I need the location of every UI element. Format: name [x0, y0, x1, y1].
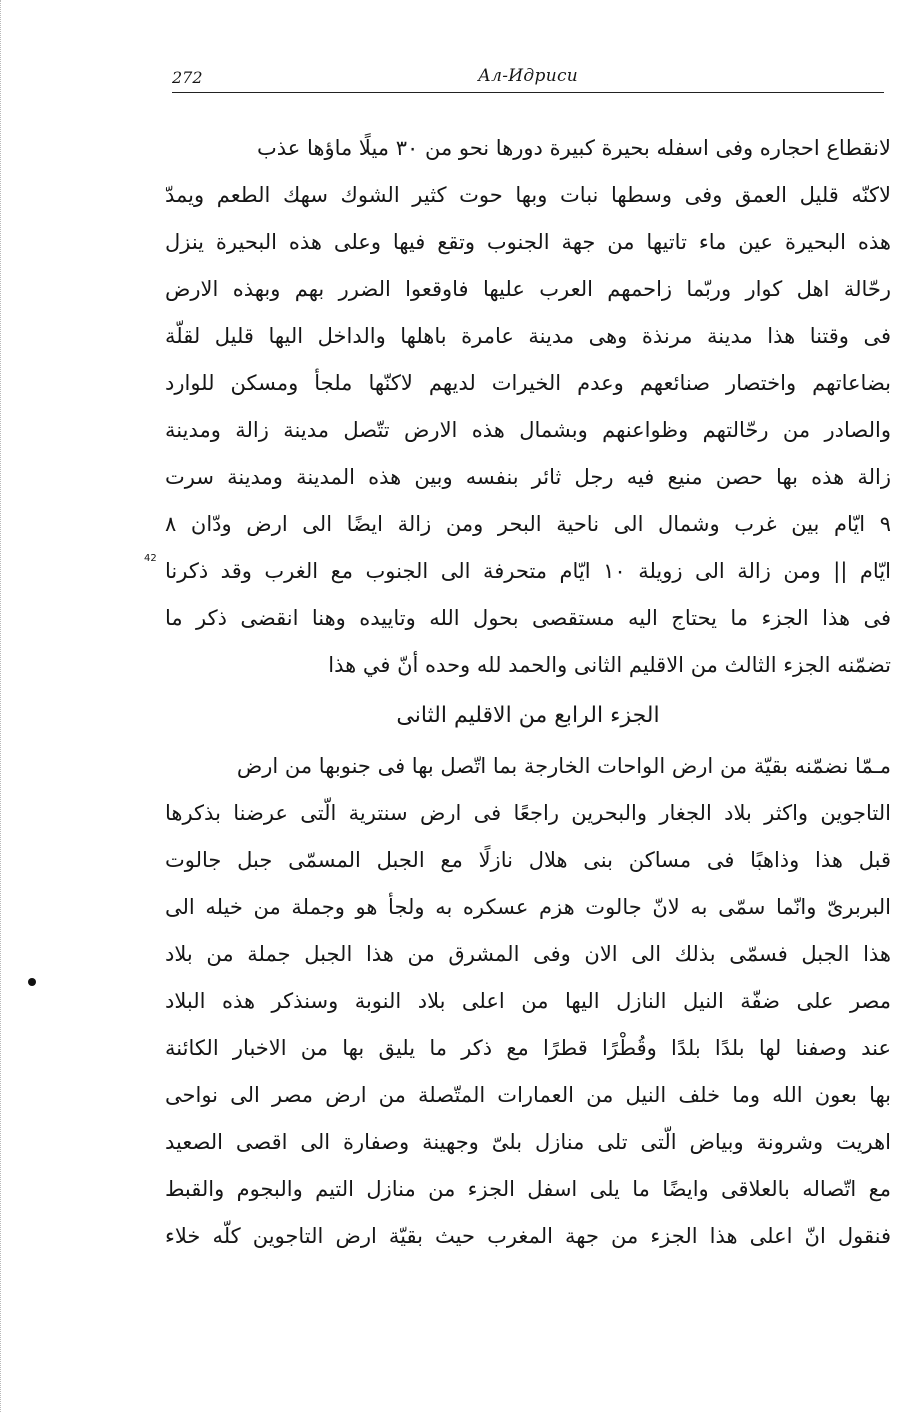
- text-line: مصر على ضفّة النيل النازل اليها من اعلى بلاد النوبة وسنذكر هذه البلاد: [165, 989, 891, 1013]
- text-line: بضاعاتهم واختصار صنائعهم وعدم الخيرات لديهم لاكنّها ملجأ ومسكن للوارد: [165, 371, 891, 395]
- text-line: مع اتّصاله بالعلاقى وايضًا ما يلى اسفل الجزء من منازل التيم والبجوم والقبط: [165, 1177, 891, 1201]
- text-line: لاكنّه قليل العمق وفى وسطها نبات وبها حوت كثير الشوك سهك الطعم ويمدّ: [165, 183, 891, 207]
- text-line: عند وصفنا لها بلدًا بلدًا وقُطْرًا قطرًا مع ذكر ما يليق بها من الاخبار الكائنة: [165, 1036, 891, 1060]
- text-line: رحّالة اهل كوار وربّما زاحمهم العرب عليها فاوقعوا الضرر بهم وبهذه الارض: [165, 277, 891, 301]
- margin-dot: [28, 978, 36, 986]
- margin-note: 42: [144, 553, 157, 564]
- text-line: فى هذا الجزء ما يحتاج اليه مستقصى بحول الله وتاييده وهنا انقضى ذكر ما: [165, 606, 891, 630]
- text-line: فى وقتنا هذا مدينة مرنذة وهى مدينة عامرة باهلها والداخل اليها قليل لقلّة: [165, 324, 891, 348]
- body-text: [165, 125, 891, 1260]
- text-line: التاجوين واكثر بلاد الجغار والبحرين راجعًا فى ارض سنترية الّتى عرضنا بذكرها: [165, 801, 891, 825]
- section-heading: الجزء الرابع من الاقليم الثانى: [396, 703, 660, 728]
- page-header: [172, 60, 884, 93]
- text-line: هذه البحيرة عين ماء تاتيها من جهة الجنوب وتقع فيها وعلى هذه البحيرة ينزل: [165, 230, 891, 254]
- text-line: ايّام || ومن زالة الى زويلة ١٠ ايّام متحرفة الى الجنوب مع الغرب وقد ذكرنا: [165, 559, 891, 583]
- running-title: Ал-Идриси: [477, 66, 579, 86]
- text-line: فنقول انّ اعلى هذا الجزء من جهة المغرب حيث بقيّة ارض التاجوين كلّه خلاء: [165, 1224, 891, 1248]
- page-number: 272: [172, 68, 203, 87]
- text-line: هذا الجبل فسمّى بذلك الى الان وفى المشرق من هذا الجبل جملة من بلاد: [165, 942, 891, 966]
- text-line: اهريت وشرونة وبياض الّتى تلى منازل بلىّ وجهينة وصفارة الى اقصى الصعيد: [165, 1130, 891, 1154]
- text-line: بها بعون الله وما خلف النيل من العمارات المتّصلة من ارض مصر الى نواحى: [165, 1083, 891, 1107]
- text-line: ٩ ايّام بين غرب وشمال الى ناحية البحر ومن زالة ايضًا الى ارض ودّان ٨: [165, 512, 891, 536]
- text-line: البربرىّ وانّما سمّى به لانّ جالوت هزم عسكره به ولجأ هو وجملة من خيله الى: [165, 895, 891, 919]
- text-line: قبل هذا وذاهبًا فى مساكن بنى هلال نازلًا مع الجبل المسمّى جبل جالوت: [165, 848, 891, 872]
- text-line: تضمّنه الجزء الثالث من الاقليم الثانى والحمد لله وحده أنّ في هذا: [328, 653, 891, 677]
- text-line: مـمّا نضمّنه بقيّة من ارض الواحات الخارجة بما اتّصل بها فى جنوبها من ارض: [236, 754, 891, 778]
- text-line: زالة هذه بها حصن منيع فيه رجل ثائر بنفسه وبين هذه المدينة ومدينة سرت: [165, 465, 891, 489]
- scan-edge: [0, 0, 10, 1412]
- text-line: والصادر من رحّالتهم وظواعنهم وبشمال هذه الارض تتّصل مدينة زالة ومدينة: [165, 418, 891, 442]
- text-line: لانقطاع احجاره وفى اسفله بحيرة كبيرة دورها نحو من ٣٠ ميلًا ماؤها عذب: [256, 136, 891, 160]
